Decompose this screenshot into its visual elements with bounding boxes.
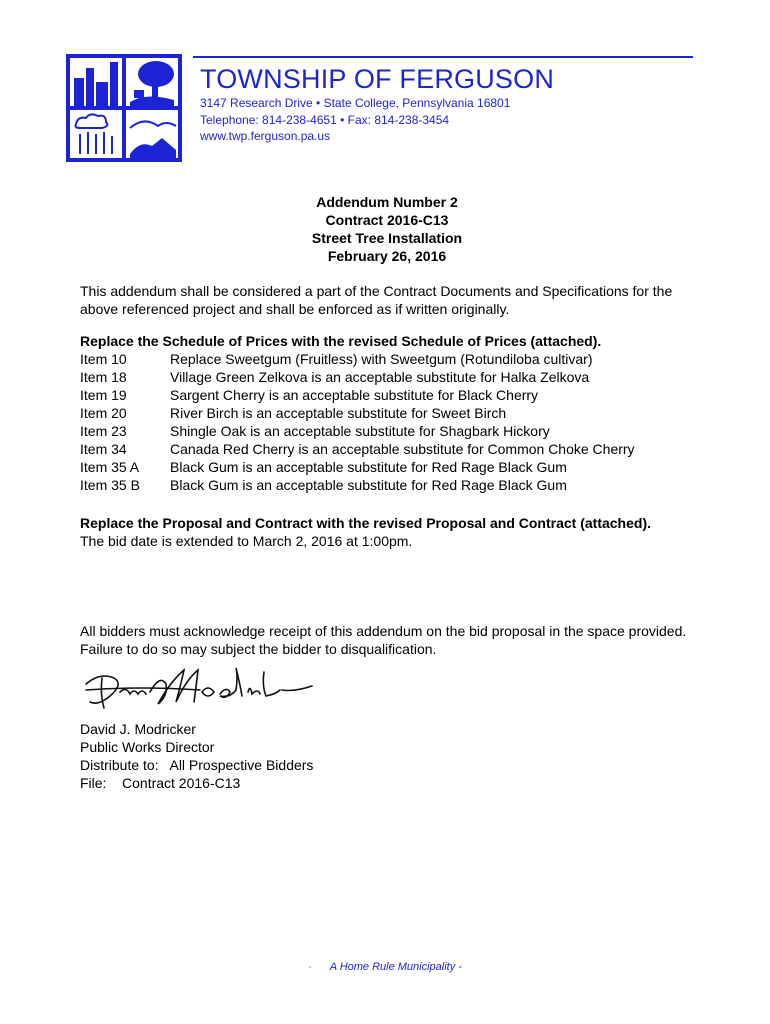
list-item — [80, 458, 635, 476]
item-text: Black Gum is an acceptable substitute for Red Rage Black Gum — [170, 477, 567, 493]
address-line: 3147 Research Drive • State College, Pennsylvania 16801 — [200, 96, 511, 110]
item-text: Canada Red Cherry is an acceptable substitute for Common Choke Cherry — [170, 441, 635, 457]
item-text: Sargent Cherry is an acceptable substitute for Black Cherry — [170, 387, 539, 403]
addendum-number: Addendum Number 2 — [316, 194, 458, 210]
item-code: Item 23 — [80, 423, 127, 439]
proposal-heading: Replace the Proposal and Contract with the revised Proposal and Contract (attached). — [80, 515, 651, 531]
addendum-date: February 26, 2016 — [327, 248, 447, 264]
item-code: Item 20 — [80, 405, 127, 421]
township-seal-icon — [66, 54, 182, 162]
acknowledge-paragraph: All bidders must acknowledge receipt of this addendum on the bid proposal in the space provided. Failure to do so may subject the bidder to disqualification. — [80, 623, 687, 657]
footer-dash: - — [308, 961, 312, 973]
schedule-section — [80, 332, 635, 494]
item-code: Item 19 — [80, 387, 127, 403]
signer-name: David J. Modricker — [80, 721, 196, 737]
item-text: Village Green Zelkova is an acceptable substitute for Halka Zelkova — [170, 369, 590, 385]
distribution-line: Distribute to: All Prospective Bidders — [80, 757, 314, 773]
footer — [0, 961, 770, 973]
intro-paragraph: This addendum shall be considered a part of the Contract Documents and Specifications for the above referenced project and shall be enforced as if written originally. — [80, 283, 673, 317]
website-link[interactable]: www.twp.ferguson.pa.us — [200, 129, 331, 143]
signer-title: Public Works Director — [80, 739, 215, 755]
contract-number: Contract 2016-C13 — [325, 212, 449, 228]
signature-image — [80, 662, 330, 714]
item-text: Black Gum is an acceptable substitute for Red Rage Black Gum — [170, 459, 567, 475]
letterhead-rule — [193, 56, 693, 58]
item-text: Replace Sweetgum (Fruitless) with Sweetgum (Rotundiloba cultivar) — [170, 351, 593, 367]
addendum-title — [0, 193, 770, 265]
item-code: Item 35 B — [80, 477, 140, 493]
proposal-section — [80, 514, 700, 550]
item-code: Item 18 — [80, 369, 127, 385]
list-item — [80, 350, 635, 368]
list-item — [80, 386, 635, 404]
signature-block — [80, 720, 313, 792]
list-item — [80, 422, 635, 440]
item-code: Item 10 — [80, 351, 127, 367]
list-item — [80, 440, 635, 458]
file-line: File: Contract 2016-C13 — [80, 775, 241, 791]
schedule-heading: Replace the Schedule of Prices with the revised Schedule of Prices (attached). — [80, 333, 602, 349]
item-text: Shingle Oak is an acceptable substitute for Shagbark Hickory — [170, 423, 550, 439]
phone-fax-line: Telephone: 814-238-4651 • Fax: 814-238-3454 — [200, 113, 450, 127]
project-name: Street Tree Installation — [311, 230, 463, 246]
item-code: Item 34 — [80, 441, 127, 457]
bid-date-text: The bid date is extended to March 2, 2016 at 1:00pm. — [80, 533, 413, 549]
organization-name: TOWNSHIP OF FERGUSON — [200, 64, 555, 94]
list-item — [80, 368, 635, 386]
footer-text: A Home Rule Municipality - — [329, 961, 462, 973]
list-item — [80, 404, 635, 422]
item-text: River Birch is an acceptable substitute for Sweet Birch — [170, 405, 507, 421]
list-item — [80, 476, 635, 494]
item-code: Item 35 A — [80, 459, 140, 475]
